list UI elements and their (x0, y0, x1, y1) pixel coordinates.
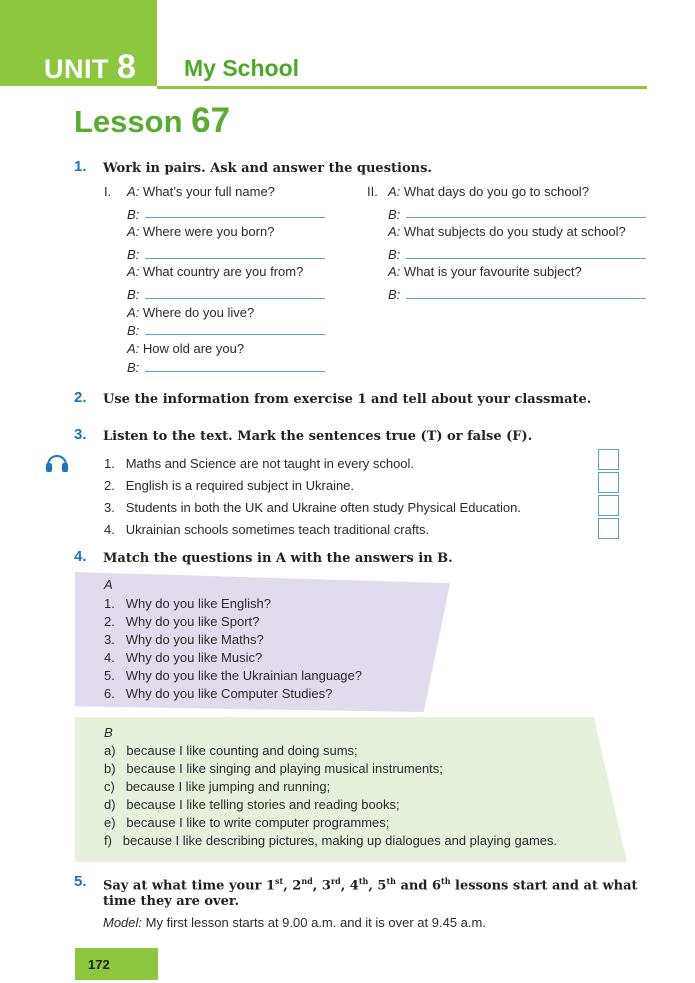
list-item: 3. Students in both the UK and Ukraine often study Physical Education. (104, 500, 521, 515)
answer-box[interactable] (598, 449, 619, 470)
answer-line[interactable] (406, 298, 646, 299)
dialog-question: A: What days do you go to school? (388, 184, 589, 199)
list-item: d) because I like telling stories and reading books; (104, 797, 400, 812)
answer-line[interactable] (145, 258, 325, 259)
model-answer: Model: My first lesson starts at 9.00 a.m. and it is over at 9.45 a.m. (103, 915, 486, 930)
exercise-2-number: 2. (74, 389, 87, 406)
exercise-4-title: Match the questions in A with the answers in B. (103, 551, 453, 566)
exercise-4-number: 4. (74, 548, 87, 565)
dialog-question: A: What is your favourite subject? (388, 264, 582, 279)
list-item: b) because I like singing and playing musical instruments; (104, 761, 443, 776)
list-item: 2. Why do you like Sport? (104, 614, 260, 629)
exercise-1-title: Work in pairs. Ask and answer the questions. (103, 161, 432, 176)
list-item: 1. Why do you like English? (104, 596, 271, 611)
unit-title: My School (184, 55, 300, 81)
exercise-2-title: Use the information from exercise 1 and tell about your classmate. (103, 392, 592, 407)
list-item: 4. Ukrainian schools sometimes teach traditional crafts. (104, 522, 430, 537)
answer-line[interactable] (406, 217, 646, 218)
answer-line[interactable] (145, 371, 325, 372)
answer-box[interactable] (598, 518, 619, 539)
answer-label: B: (388, 207, 401, 222)
list-item: c) because I like jumping and running; (104, 779, 331, 794)
list-item: 2. English is a required subject in Ukraine. (104, 478, 355, 493)
exercise-5-title: Say at what time your 1st, 2nd, 3rd, 4th, 5th and 6th lessons start and at what (103, 876, 638, 894)
answer-box[interactable] (598, 472, 619, 493)
dialog-question: A: Where were you born? (127, 224, 275, 239)
list-item: 4. Why do you like Music? (104, 650, 263, 665)
header-rule (157, 86, 647, 89)
lesson-title: Lesson 67 (74, 101, 231, 140)
answer-label: B: (127, 323, 140, 338)
dialog-question: A: Where do you live? (127, 305, 255, 320)
list-item: e) because I like to write computer programmes; (104, 815, 390, 830)
list-item: 6. Why do you like Computer Studies? (104, 686, 333, 701)
dialog-question: A: What country are you from? (127, 264, 304, 279)
dialog-question: A: What subjects do you study at school? (388, 224, 626, 239)
list-item: 1. Maths and Science are not taught in every school. (104, 456, 415, 471)
answer-line[interactable] (145, 217, 325, 218)
list-item: a) because I like counting and doing sums; (104, 743, 358, 758)
page-number: 172 (88, 957, 110, 972)
dialog-question: A: What’s your full name? (127, 184, 275, 199)
answer-line[interactable] (406, 258, 646, 259)
unit-label: UNIT 8 (44, 48, 137, 86)
list-item: 5. Why do you like the Ukrainian language? (104, 668, 362, 683)
exercise-3-title: Listen to the text. Mark the sentences true (T) or false (F). (103, 429, 533, 444)
answer-label: B: (127, 287, 140, 302)
answer-line[interactable] (145, 298, 325, 299)
column-1-roman: I. (104, 184, 112, 199)
answer-label: B: (388, 287, 401, 302)
column-2-roman: II. (367, 184, 378, 199)
list-item: f) because I like describing pictures, making up dialogues and playing games. (104, 833, 558, 848)
exercise-1-number: 1. (74, 158, 87, 175)
panel-a-heading: A (104, 577, 113, 592)
exercise-5-title-line2: time they are over. (103, 894, 240, 909)
exercise-5-number: 5. (74, 873, 87, 890)
answer-label: B: (127, 207, 140, 222)
exercise-3-number: 3. (74, 426, 87, 443)
headphones-icon[interactable] (45, 453, 69, 473)
answer-box[interactable] (598, 495, 619, 516)
answer-line[interactable] (145, 334, 325, 335)
dialog-question: A: How old are you? (127, 341, 245, 356)
list-item: 3. Why do you like Maths? (104, 632, 264, 647)
answer-label: B: (388, 247, 401, 262)
answer-label: B: (127, 360, 140, 375)
panel-b-heading: B (104, 725, 113, 740)
answer-label: B: (127, 247, 140, 262)
